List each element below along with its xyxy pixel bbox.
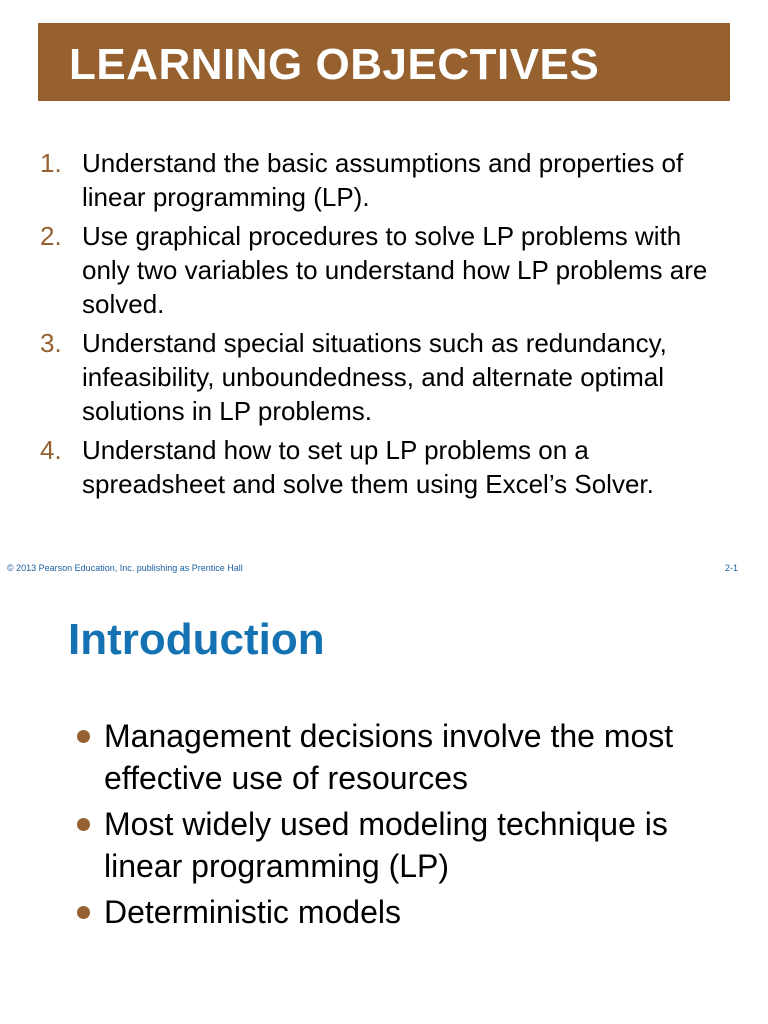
objective-text: Use graphical procedures to solve LP problems with only two variables to understand how LP problems are solved. [82, 221, 708, 319]
slide-introduction [0, 580, 768, 1024]
objective-text: Understand special situations such as redundancy, infeasibility, unboundedness, and alternate optimal solutions in LP problems. [82, 328, 667, 426]
bullet-item [74, 803, 714, 887]
bullet-list [74, 715, 714, 937]
slide-title: Introduction [68, 615, 325, 664]
bullet-item [74, 891, 714, 933]
objective-item [40, 219, 730, 321]
objectives-list [40, 146, 730, 506]
slide-number: 2-1 [724, 563, 738, 573]
objective-item [40, 326, 730, 428]
objective-item [40, 146, 730, 214]
bullet-icon [77, 818, 90, 831]
objective-number: 2. [40, 221, 62, 251]
copyright-footer: © 2013 Pearson Education, Inc. publishing as Prentice Hall [7, 563, 243, 573]
objective-number: 1. [40, 148, 62, 178]
bullet-icon [77, 906, 90, 919]
objective-number: 3. [40, 328, 62, 358]
slide-title: LEARNING OBJECTIVES [69, 40, 600, 89]
objective-item [40, 433, 730, 501]
objective-text: Understand the basic assumptions and properties of linear programming (LP). [82, 148, 684, 212]
bullet-icon [77, 730, 90, 743]
title-bar [38, 23, 730, 101]
bullet-text: Most widely used modeling technique is linear programming (LP) [104, 806, 668, 884]
bullet-text: Deterministic models [104, 894, 401, 930]
bullet-item [74, 715, 714, 799]
objective-number: 4. [40, 435, 62, 465]
bullet-text: Management decisions involve the most effective use of resources [104, 718, 674, 796]
objective-text: Understand how to set up LP problems on a spreadsheet and solve them using Excel’s Solver. [82, 435, 654, 499]
